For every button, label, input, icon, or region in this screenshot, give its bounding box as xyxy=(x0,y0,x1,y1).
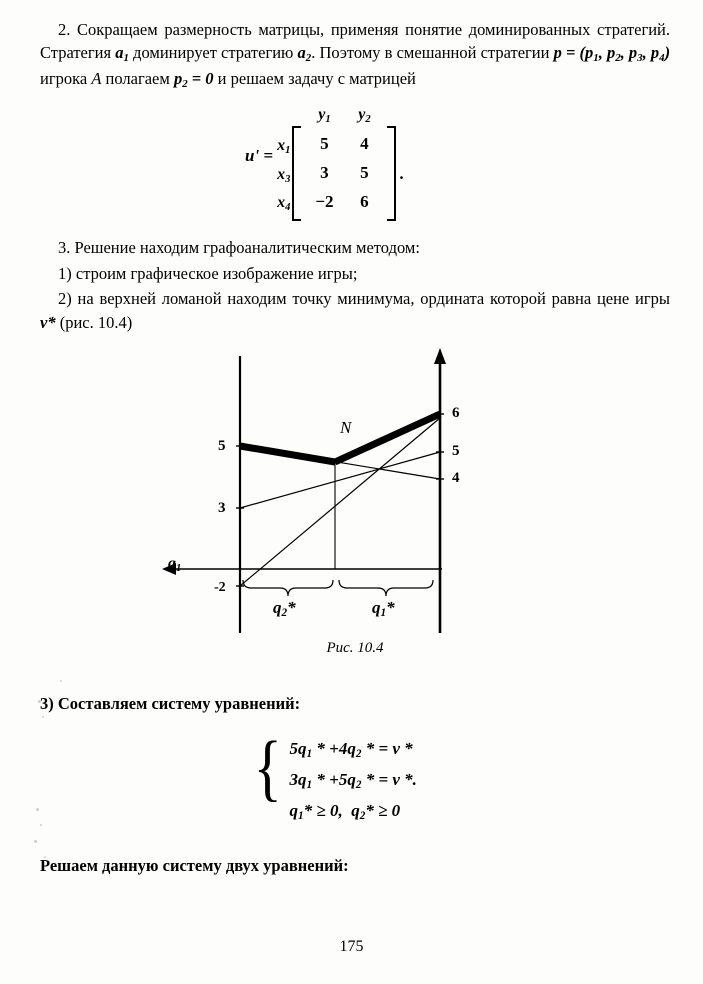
paragraph-2-mid3: игрока xyxy=(40,68,88,88)
strategy-a1: $a_1$ xyxy=(115,43,129,65)
brace-q2 xyxy=(243,580,333,596)
matrix-row-label: $x_3$ xyxy=(277,165,291,185)
system-block xyxy=(40,726,670,846)
system-equations xyxy=(290,734,417,827)
paragraph-2-prefix: 2. Сокращаем размерность матрицы, применяя понятие доминированных стратегий. Стратегия xyxy=(40,20,670,63)
matrix-expression xyxy=(245,106,404,220)
equation-2: $3q_1 * +5q_2$ * = v *. xyxy=(289,769,417,791)
matrix-label: u' = xyxy=(245,146,274,166)
system-of-equations xyxy=(250,726,417,827)
equation-1: $5q_1 * +4q_2$ * = v * xyxy=(289,738,413,760)
paragraph-2 xyxy=(40,18,670,92)
matrix-cell: 5 xyxy=(320,134,329,154)
figure-10-4-graphic xyxy=(40,348,670,648)
figure-10-4 xyxy=(40,348,670,678)
paragraph-4: 3) Составляем систему уравнений: xyxy=(40,694,301,714)
matrix-column-header: $y_2$ xyxy=(358,106,371,126)
paper-speck xyxy=(36,808,39,811)
matrix-core xyxy=(292,106,396,220)
paragraph-3-item-1: 1) строим графическое изображение игры; xyxy=(58,263,358,283)
paragraph-2-mid4: полагаем xyxy=(105,68,170,88)
matrix-column-header: $y_1$ xyxy=(318,106,331,126)
matrix-cell: 4 xyxy=(360,134,369,154)
system-brace: { xyxy=(253,726,282,809)
right-tick-label-4: 4 xyxy=(452,470,460,487)
right-tick-label-5: 5 xyxy=(452,443,460,460)
matrix-cell: 6 xyxy=(360,192,369,212)
game-value-symbol: v* xyxy=(40,312,56,332)
equation-3: $q_1* \ge 0$, $q_2* \ge 0$ xyxy=(289,800,401,822)
figure-caption: Рис. 10.4 xyxy=(326,640,384,657)
matrix-row xyxy=(304,159,384,188)
matrix-row xyxy=(304,188,384,217)
left-tick-label-3: 3 xyxy=(218,500,226,517)
paragraph-3-item-2-text: 2) на верхней ломаной находим точку минимума, ордината которой равна цене игры xyxy=(58,289,670,309)
right-tick-label-6: 6 xyxy=(452,405,460,422)
brace-q1 xyxy=(339,580,433,596)
figure-reference: (рис. 10.4) xyxy=(59,312,133,332)
mixed-strategy-expression: $p = (p_1$, $p_2$, $p_3$, $p_4$) xyxy=(553,43,671,65)
matrix-trailing-punct: . xyxy=(399,164,404,184)
matrix-cell: −2 xyxy=(315,192,334,212)
x-axis-label: $q_1$ xyxy=(168,555,182,575)
condition-p2-zero: $p_2 = 0$ xyxy=(173,68,214,90)
matrix-row xyxy=(304,130,384,159)
matrix-row-label: $x_4$ xyxy=(277,193,291,213)
player-label: A xyxy=(91,68,102,88)
matrix-column-headers xyxy=(292,106,396,125)
paragraph-3: 3. Решение находим графоаналитическим методом: xyxy=(58,238,420,258)
interval-label-q1: $q_1*$ xyxy=(372,598,395,620)
paragraph-3-item-2 xyxy=(40,287,670,334)
page-number: 175 xyxy=(339,938,364,955)
matrix-cell: 5 xyxy=(360,163,369,183)
document-content xyxy=(40,18,670,879)
left-tick-label-5: 5 xyxy=(218,438,226,455)
strategy-a2: $a_2$ xyxy=(297,43,312,65)
series-line-minus2-6 xyxy=(240,418,440,586)
matrix-cell: 3 xyxy=(320,163,329,183)
upper-envelope-left xyxy=(240,446,335,462)
paper-speck xyxy=(34,840,37,843)
interval-label-q2: $q_2*$ xyxy=(273,598,296,620)
matrix-block xyxy=(40,106,670,218)
paragraph-2-mid2: . Поэтому в смешанной стратегии xyxy=(311,43,550,63)
minimum-point-label: N xyxy=(340,418,352,438)
matrix-bracket xyxy=(292,127,396,220)
left-tick-label-minus2: -2 xyxy=(214,580,226,596)
paragraph-5: Решаем данную систему двух уравнений: xyxy=(40,855,349,875)
matrix-row-label: $x_1$ xyxy=(277,137,291,157)
paragraph-2-tail: и решаем задачу с матрицей xyxy=(217,68,416,88)
right-axis-arrow xyxy=(434,348,446,364)
matrix-row-labels xyxy=(277,132,290,216)
paragraph-2-mid1: доминирует стратегию xyxy=(133,43,294,63)
